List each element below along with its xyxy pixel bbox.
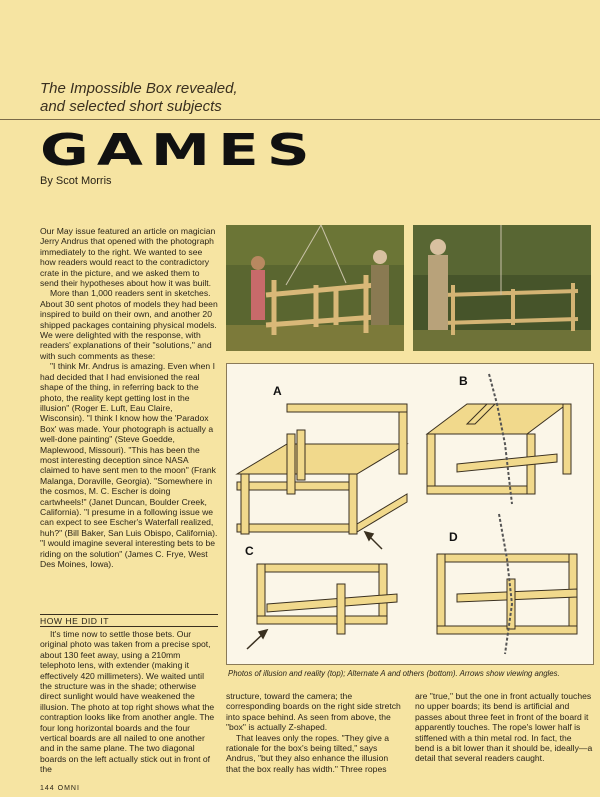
- diagram-c: [257, 564, 397, 634]
- column-2-body: [226, 691, 404, 774]
- paragraph-how: It's time now to settle those bets. Our original photo was taken from a precise spot, about 130 feet away, using a 210mm telephoto lens, with extender (making it effectively 420 millimeters). We waited until the structure was in the shade; otherwise direct sunlight would have weakened the illusion. The photo at top right shows what the contraption looks like from another angle. The four long horizontal boards and the four vertical boards are all nailed to one another and in the same plane. The two diagonal boards on the left actually stick out in front of the: [40, 629, 215, 775]
- paragraph-rope-bend: are "true," but the one in front actually touches no upper boards; its bend is artificial and passes about three feet in front of the board it apparently touches. The rope's lower half is stiffened with a thin metal rod. In fact, the bend is a bit lower than it should be, ideally—a detail that several readers caught.: [415, 691, 593, 764]
- figure-label-a: A: [273, 384, 282, 398]
- figure-box-diagrams: [226, 363, 594, 665]
- paragraph-ropes: That leaves only the ropes. "They give a rationale for the box's being tilted," says Andrus, "but they also enhance the illusion that the box really has width." Three ropes: [226, 732, 390, 774]
- paragraph-quotes: "I think Mr. Andrus is amazing. Even when I had decided that I had envisioned the real shape of the thing, in referring back to the photo, the reality kept getting lost in the illusion" (Roger E. Luft, Eau Claire, Wisconsin). "I think I know how the 'Paradox Box' was made. Your photograph is actually a well-done painting" (Steve Goedde, Maplewood, Missouri). "This has been the most interesting deception since NASA claimed to have sent men to the moon" (Frank Malanga, Doraville, Georgia). "Somewhere in the cosmos, M. C. Escher is doing cartwheels!" (Janet Duncan, Boulder Creek, California). "I presume in a following issue we can expect to see Escher's Waterfall realized, huh?" (Bill Baker, San Luis Obispo, California). "I would imagine several interesting bets to be riding on the solution" (James C. Frye, West Des Moines, Iowa).: [40, 361, 218, 569]
- figure-caption: Photos of illusion and reality (top); Alternate A and others (bottom). Arrows show viewing angles.: [228, 669, 560, 678]
- photo-illusion: [226, 225, 404, 351]
- kicker-line-2: and selected short subjects: [40, 98, 222, 115]
- column-1-body: [40, 226, 218, 569]
- figure-label-b: B: [459, 374, 468, 388]
- diagram-b: [427, 404, 571, 494]
- paragraph-intro: Our May issue featured an article on magician Jerry Andrus that opened with the photograph immediately to the right. We wanted to see how readers would react to the contradictory crate in the picture, and we asked them to send their hypotheses about how it was built.: [40, 226, 216, 289]
- figure-label-d: D: [449, 530, 458, 544]
- photo-reality: [413, 225, 591, 351]
- column-3-body: [415, 691, 593, 764]
- paragraph-z-shaped: structure, toward the camera; the corresponding boards on the right side stretch into space behind. As seen from above, the "box" is actually Z-shaped.: [226, 691, 401, 733]
- kicker: [40, 80, 238, 116]
- header-rule: [0, 119, 600, 120]
- column-1-body-continued: [40, 629, 218, 775]
- section-title: GAMES: [40, 125, 318, 176]
- byline: By Scot Morris: [40, 175, 112, 187]
- page-folio: 144 OMNI: [40, 785, 80, 792]
- kicker-line-1: The Impossible Box revealed,: [40, 80, 238, 97]
- subhead-how-he-did-it: HOW HE DID IT: [40, 614, 218, 627]
- diagram-a: [237, 404, 407, 534]
- paragraph-responses: More than 1,000 readers sent in sketches. About 30 sent photos of models they had been inspired to build on their own, and another 20 shipped packages containing physical models. We were delighted with the response, with readers' explanations of their "solutions," and with such comments as these:: [40, 288, 218, 361]
- figure-label-c: C: [245, 544, 254, 558]
